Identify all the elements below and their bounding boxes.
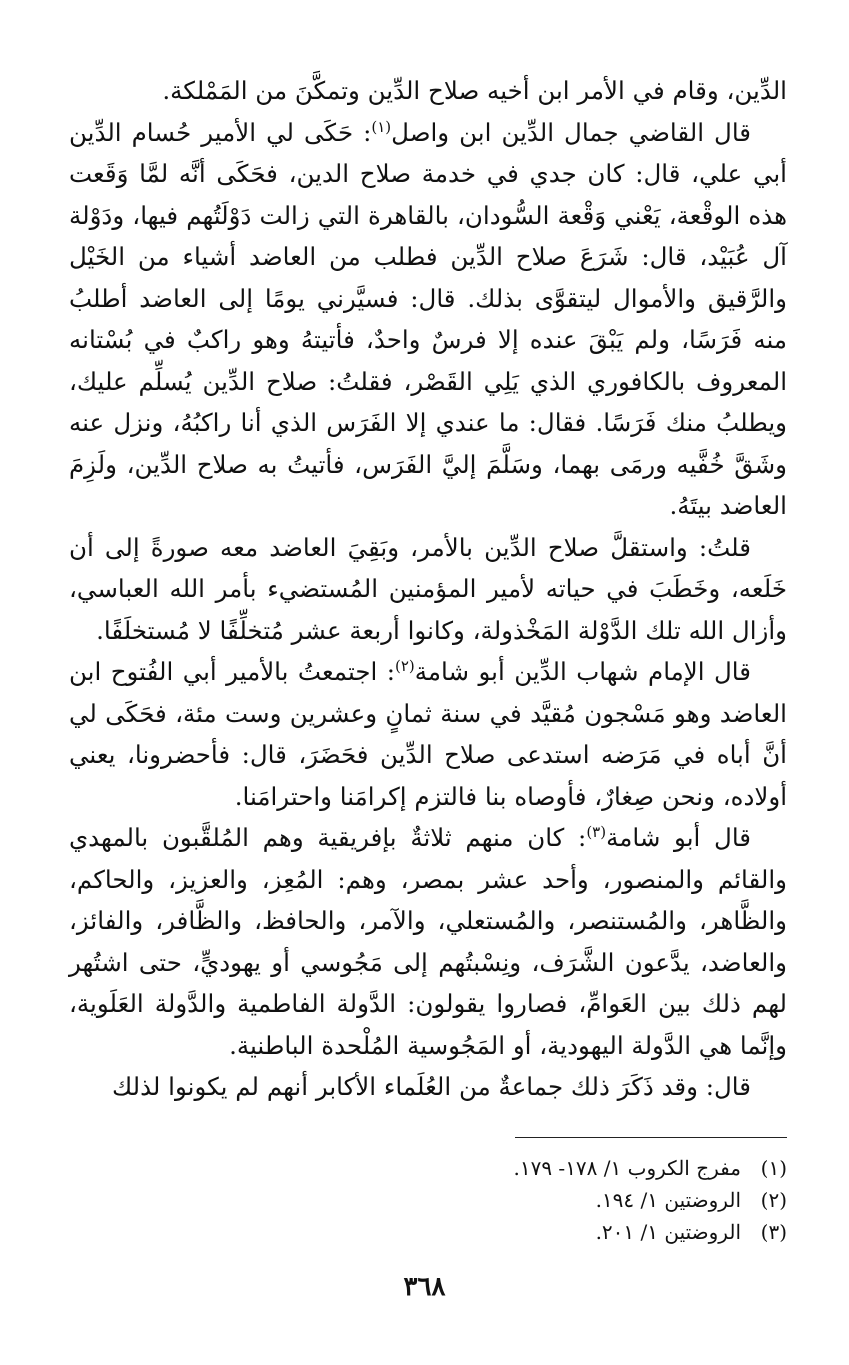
footnotes: [69, 1152, 787, 1248]
footnote-2: [69, 1184, 787, 1216]
paragraph-3: [69, 527, 787, 652]
paragraph-1: [69, 70, 787, 112]
footnote-divider: [515, 1137, 787, 1138]
paragraph-3-text: قلتُ: واستقلَّ صلاح الدِّين بالأمر، وبَقِيَ العاضد معه صورةً إلى أن خَلَعه، وخَطَبَ في حياته لأمير المؤمنين المُستضيء بأمر الله العباسي، وأزال الله تلك الدَّوْلة المَخْذولة، وكانوا أربعة عشر مُتخلِّفًا لا مُستخلَفًا.: [69, 532, 787, 645]
footnote-3-text: الروضتين ١/ ٢٠١.: [595, 1220, 741, 1244]
footnote-1-number: (١): [760, 1156, 787, 1180]
paragraph-5-text: : كان منهم ثلاثةٌ بإفريقية وهم المُلقَّبون بالمهدي والقائم والمنصور، وأحد عشر بمصر، وهم: المُعِز، والعزيز، والحاكم، والظَّاهر، والمُستنصر، والمُستعلي، والآمر، والحافظ، والظَّافر، والفائز، والعاضد، يدَّعون الشَّرَف، ونِسْبتُهم إلى مَجُوسي أو يهوديٍّ، حتى اشتُهر لهم ذلك بين العَوامِّ، فصاروا يقولون: الدَّولة الفاطمية والدَّولة العَلَوية، وإنَّما هي الدَّولة اليهودية، أو المَجُوسية المُلْحدة الباطنية.: [69, 823, 787, 1060]
paragraph-2-text: : حَكَى لي الأمير حُسام الدِّين أبي علي، قال: كان جدي في خدمة صلاح الدين، فحَكَى أنَّه لمَّا وَقَعت هذه الوقْعة، يَعْني وَقْعة السُّودان، بالقاهرة التي زالت دَوْلَتُهم فيها، ودَوْلة آل عُبَيْد، قال: شَرَعَ صلاح الدِّين فطلب من العاضد أشياء من الخَيْل والرَّقيق والأموال ليتقوَّى بذلك. قال: فسيَّرني يومًا إلى العاضد أطلبُ منه فَرَسًا، ولم يَبْقَ عنده إلا فرسٌ واحدٌ، فأتيتهُ وهو راكبٌ في بُسْتانه المعروف بالكافوري الذي يَلِي القَصْر، فقلتُ: صلاح الدِّين يُسلِّم عليك، ويطلبُ منك فَرَسًا. فقال: ما عندي إلا الفَرَس الذي أنا راكبُهُ، ونزل عنه وشَقَّ خُفَّيه ورمَى بهما، وسَلَّمَ إليَّ الفَرَس، فأتيتُ به صلاح الدِّين، ولَزِمَ العاضد بيتَهُ.: [69, 117, 787, 520]
paragraph-1-text: الدِّين، وقام في الأمر ابن أخيه صلاح الدِّين وتمكَّنَ من المَمْلكة.: [162, 76, 787, 105]
paragraph-4: [69, 651, 787, 817]
footnote-1-text: مفرج الكروب ١/ ١٧٨- ١٧٩.: [513, 1156, 741, 1180]
paragraph-6-text: قال: وقد ذَكَرَ ذلك جماعةٌ من العُلَماء الأكابر أنهم لم يكونوا لذلك: [111, 1072, 751, 1101]
paragraph-2-lead: قال القاضي جمال الدِّين ابن واصل: [391, 117, 751, 147]
paragraph-2: [69, 112, 787, 527]
main-text: [69, 70, 787, 1108]
paragraph-4-text: : اجتمعتُ بالأمير أبي الفُتوح ابن العاضد وهو مَسْجون مُقيَّد في سنة ثمانٍ وعشرين وست مئة، فحَكَى لي أنَّ أباه في مَرَضه استدعى صلاح الدِّين فحَضَرَ، قال: فأحضرونا، يعني أولاده، ونحن صِغارٌ، فأوصاه بنا فالتزم إكرامَنا واحترامَنا.: [69, 657, 787, 811]
footnote-ref-3[interactable]: (٣): [586, 822, 607, 841]
paragraph-4-lead: قال الإمام شهاب الدِّين أبو شامة: [414, 657, 751, 686]
footnote-3-number: (٣): [760, 1220, 787, 1244]
footnote-ref-2[interactable]: (٢): [395, 656, 415, 675]
footnote-ref-1[interactable]: (١): [371, 117, 392, 136]
paragraph-6: [69, 1066, 787, 1108]
paragraph-5: [69, 817, 787, 1066]
footnote-1: [69, 1152, 787, 1184]
footnote-2-text: الروضتين ١/ ١٩٤.: [595, 1188, 741, 1212]
paragraph-5-lead: قال أبو شامة: [606, 823, 752, 852]
footnote-2-number: (٢): [760, 1188, 787, 1212]
page-number: ٣٦٨: [403, 1272, 446, 1302]
footnote-3: [69, 1216, 787, 1248]
